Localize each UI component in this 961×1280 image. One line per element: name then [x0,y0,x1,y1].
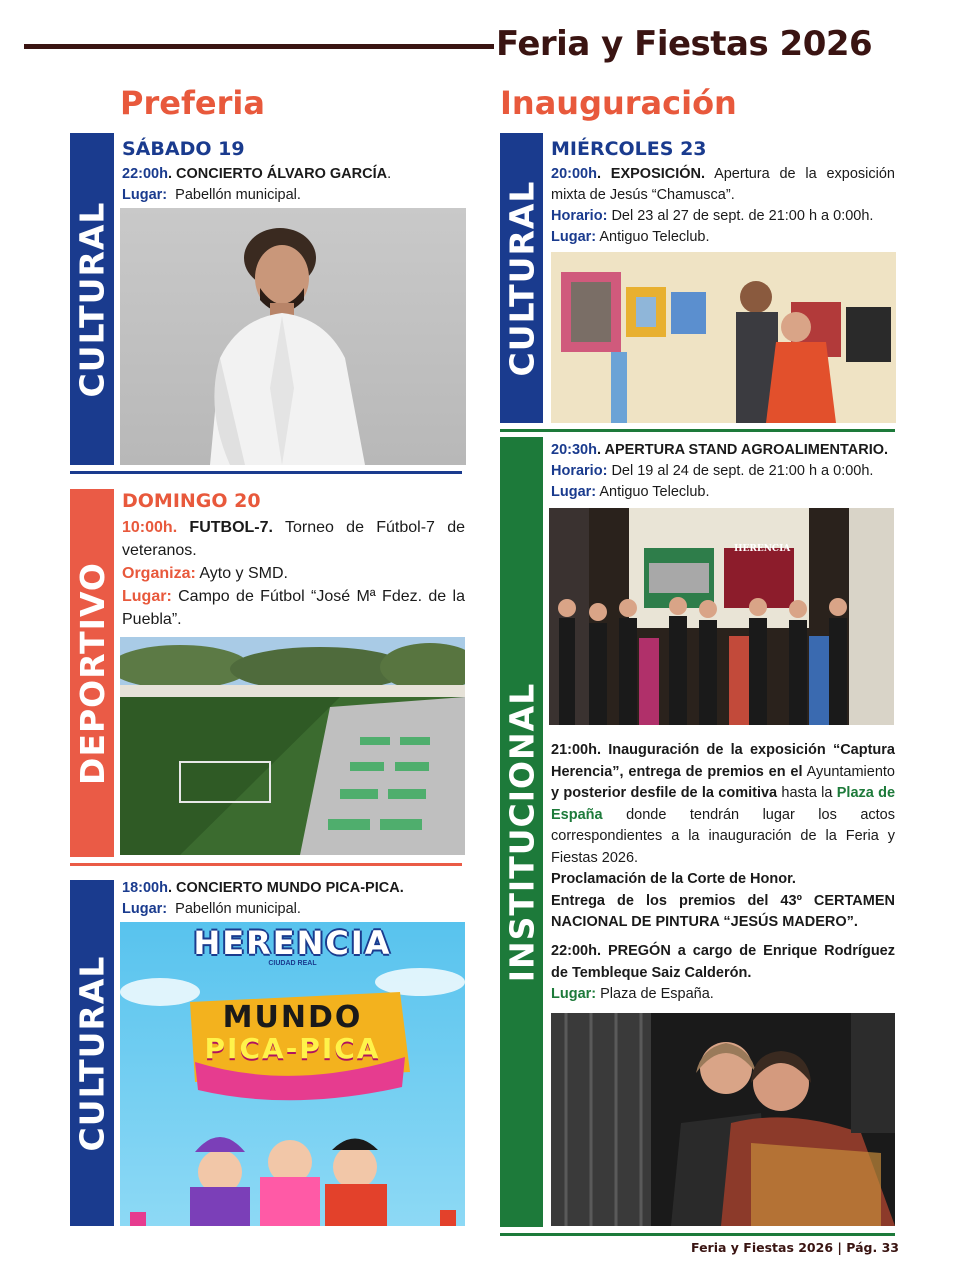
event-concierto-alvaro: 22:00h. CONCIERTO ÁLVARO GARCÍA. Lugar: Pabellón municipal. [122,166,392,203]
event-day-domingo: DOMINGO 20 [122,490,261,512]
event-mundo-pica-pica: 18:00h. CONCIERTO MUNDO PICA-PICA. Lugar: Pabellón municipal. [122,880,404,917]
category-bar-cultural: CULTURAL [70,880,114,1226]
section-title-inauguracion: Inauguración [500,84,737,122]
poster-mundo-pica-pica [120,922,465,1226]
category-bar-cultural: CULTURAL [70,133,114,465]
category-bar-deportivo: DEPORTIVO [70,489,114,857]
poster-sub: CIUDAD REAL [268,960,317,967]
divider [500,1233,895,1236]
header-rule [24,44,494,49]
section-title-preferia: Preferia [120,84,265,122]
divider [70,863,462,866]
divider [500,429,895,432]
poster-title-1: MUNDO [222,1000,363,1035]
poster-brand: HERENCIA [193,924,392,962]
photo-stand-agroalimentario [549,508,894,725]
poster-title-2: PICA-PICA [204,1032,381,1065]
event-day-sabado: SÁBADO 19 [122,138,245,160]
event-stand-agroalimentario: 20:30h. APERTURA STAND AGROALIMENTARIO. Horario: Del 19 al 24 de sept. de 21:00 h a 0:00h. Lugar: Antiguo Teleclub. [551,442,889,500]
event-pregon: 22:00h. PREGÓN a cargo de Enrique Rodríguez de Tembleque Saiz Calderón. Lugar: Plaza de España. [551,943,895,1002]
event-futbol: 10:00h. FUTBOL-7. Torneo de Fútbol-7 de veteranos. Organiza: Ayto y SMD. Lugar: Campo de Fútbol “José Mª Fdez. de la Puebla”. [122,519,466,628]
event-day-miercoles: MIÉRCOLES 23 [551,138,707,160]
photo-exposicion [551,252,896,423]
event-exposicion: 20:00h. EXPOSICIÓN. Apertura de la exposición mixta de Jesús “Chamusca”. Horario: Del 23 al 27 de sept. de 21:00 h a 0:00h. Lugar: Antiguo Teleclub. [551,166,895,245]
photo-pregon [551,1013,895,1226]
stand-banner: HERENCIA [734,544,791,554]
divider [70,471,462,474]
photo-campo-futbol [120,637,465,855]
photo-alvaro-garcia [120,208,466,465]
page-footer: Feria y Fiestas 2026 | Pág. 33 [691,1240,899,1255]
category-bar-cultural: CULTURAL [500,133,543,423]
event-inauguracion-exposicion: 21:00h. Inauguración de la exposición “Captura Herencia”, entrega de premios en el Ayuntamiento y posterior desfile de la comitiva hasta la Plaza de España donde tendrán lugar los actos correspondientes a la inauguración de la Feria y Fiestas 2026. Proclamación de la Corte de Honor. Entrega de los premios del 43º CERTAMEN NACIONAL DE PINTURA “JESÚS MADERO”. [551,742,896,930]
category-bar-institucional: INSTITUCIONAL [500,437,543,1227]
page-title: Feria y Fiestas 2026 [496,24,873,64]
